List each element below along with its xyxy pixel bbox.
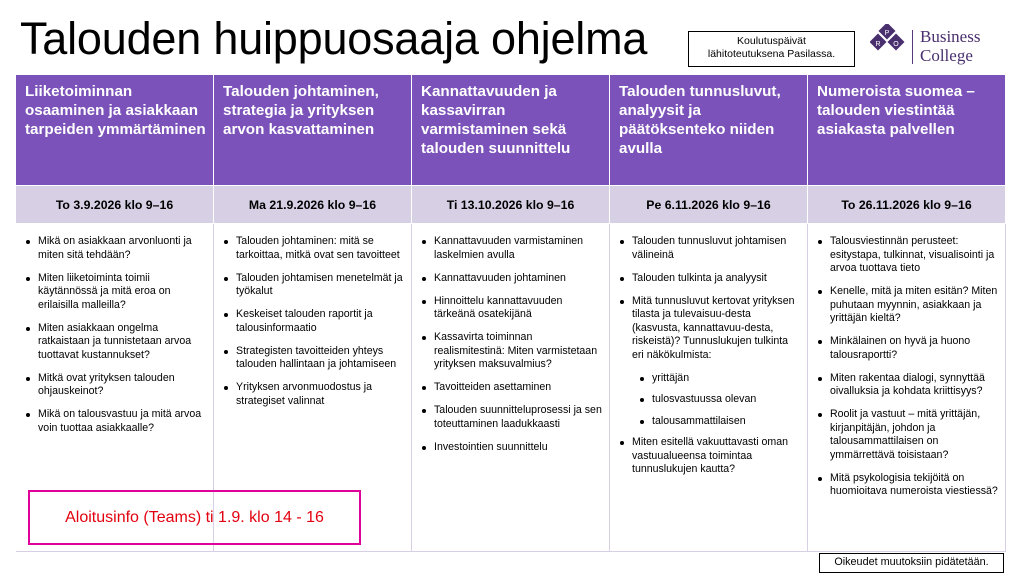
column-date-2: Ma 21.9.2026 klo 9–16	[214, 186, 412, 224]
list-item: Tavoitteiden asettaminen	[422, 381, 603, 395]
list-item: Mitkä ovat yrityksen talouden ohjauskeinot?	[26, 372, 207, 399]
list-item: Miten rakentaa dialogi, synnyttää oivalluksia ja kohdata kriittisyys?	[818, 372, 999, 399]
page-title: Talouden huippuosaaja ohjelma	[20, 13, 648, 64]
column-body-4	[610, 224, 808, 552]
list-item: Talouden tunnusluvut johtamisen välineinä	[620, 235, 801, 262]
list-item: Talouden tulkinta ja analyysit	[620, 272, 801, 286]
column-heading-3: Kannattavuuden ja kassavirran varmistaminen sekä talouden suunnittelu	[412, 75, 610, 186]
column-date-4: Pe 6.11.2026 klo 9–16	[610, 186, 808, 224]
list-item: Yrityksen arvonmuodostus ja strategiset valinnat	[224, 381, 405, 408]
column-heading-1: Liiketoiminnan osaaminen ja asiakkaan tarpeiden ymmärtäminen	[16, 75, 214, 186]
column-date-5: To 26.11.2026 klo 9–16	[808, 186, 1006, 224]
info-box-line2: lähitoteutuksena Pasilassa.	[707, 48, 836, 60]
business-college-logo	[870, 24, 1010, 72]
list-item: Strategisten tavoitteiden yhteys talouden hallintaan ja johtamiseen	[224, 345, 405, 372]
column-heading-5: Numeroista suomea – talouden viestintää asiakasta palvellen	[808, 75, 1006, 186]
list-item: Hinnoittelu kannattavuuden tärkeänä osatekijänä	[422, 295, 603, 322]
program-table	[16, 75, 1006, 552]
list-item: Investointien suunnittelu	[422, 441, 603, 455]
logo-letter-o: O	[893, 41, 899, 48]
logo-line2: College	[920, 46, 973, 65]
list-item: Miten asiakkaan ongelma ratkaistaan ja tunnistetaan arvoa tuottavat kustannukset?	[26, 322, 207, 363]
logo-letter-r: R	[875, 41, 881, 48]
sub-list-item: talousammattilaisen	[620, 415, 801, 429]
column-date-3: Ti 13.10.2026 klo 9–16	[412, 186, 610, 224]
list-item: Miten esitellä vakuuttavasti oman vastuualueensa toimintaa tunnuslukujen kautta?	[620, 436, 801, 477]
logo-text	[920, 27, 980, 65]
info-box-line1: Koulutuspäivät	[737, 35, 806, 47]
list-item: Mitä tunnusluvut kertovat yrityksen tilasta ja tulevaisuu-desta (kasvusta, kannattavuu-desta, riskeistä)? Tunnuslukujen tulkinta eri näkökulmista:	[620, 295, 801, 363]
topic-list	[26, 235, 207, 435]
topic-list	[620, 235, 801, 477]
column-body-3	[412, 224, 610, 552]
topic-list	[818, 235, 999, 499]
topic-list	[224, 235, 405, 408]
info-box	[688, 31, 855, 67]
sub-list-item: yrittäjän	[620, 372, 801, 386]
list-item: Mikä on talousvastuu ja mitä arvoa voin tuottaa asiakkaalle?	[26, 408, 207, 435]
list-item: Mikä on asiakkaan arvonluonti ja miten sitä tehdään?	[26, 235, 207, 262]
list-item: Talouden johtaminen: mitä se tarkoittaa, mitkä ovat sen tavoitteet	[224, 235, 405, 262]
column-date-1: To 3.9.2026 klo 9–16	[16, 186, 214, 224]
list-item: Kannattavuuden varmistaminen laskelmien avulla	[422, 235, 603, 262]
pro-diamond-logo-icon	[870, 24, 910, 64]
list-item: Roolit ja vastuut – mitä yrittäjän, kirjanpitäjän, johdon ja talousammattilaisen on ymmärrettävä toisistaan?	[818, 408, 999, 462]
list-item: Talouden johtamisen menetelmät ja työkalut	[224, 272, 405, 299]
column-body-5	[808, 224, 1006, 552]
list-item: Kassavirta toiminnan realismitestinä: Miten varmistetaan yrityksen maksuvalmius?	[422, 331, 603, 372]
list-item: Talouden suunnitteluprosessi ja sen toteuttaminen laadukkaasti	[422, 404, 603, 431]
list-item: Talousviestinnän perusteet: esitystapa, tulkinnat, visualisointi ja arvoa tuottava tieto	[818, 235, 999, 276]
topic-list	[422, 235, 603, 454]
logo-line1: Business	[920, 27, 981, 46]
kickoff-info-box: Aloitusinfo (Teams) ti 1.9. klo 14 - 16	[28, 490, 361, 545]
rights-reserved-note: Oikeudet muutoksiin pidätetään.	[819, 553, 1004, 573]
list-item: Miten liiketoiminta toimii käytännössä ja mitä eroa on erilaisilla malleilla?	[26, 272, 207, 313]
list-item: Kannattavuuden johtaminen	[422, 272, 603, 286]
logo-letter-p: P	[884, 30, 890, 37]
logo-divider	[912, 30, 913, 64]
list-item: Minkälainen on hyvä ja huono talousraportti?	[818, 335, 999, 362]
column-heading-2: Talouden johtaminen, strategia ja yrityksen arvon kasvattaminen	[214, 75, 412, 186]
column-heading-4: Talouden tunnusluvut, analyysit ja päätöksenteko niiden avulla	[610, 75, 808, 186]
list-item: Keskeiset talouden raportit ja talousinformaatio	[224, 308, 405, 335]
list-item: Kenelle, mitä ja miten esitän? Miten puhutaan myynnin, asiakkaan ja yrittäjän kieltä?	[818, 285, 999, 326]
sub-list-item: tulosvastuussa olevan	[620, 393, 801, 407]
list-item: Mitä psykologisia tekijöitä on huomioitava numeroista viestiessä?	[818, 472, 999, 499]
